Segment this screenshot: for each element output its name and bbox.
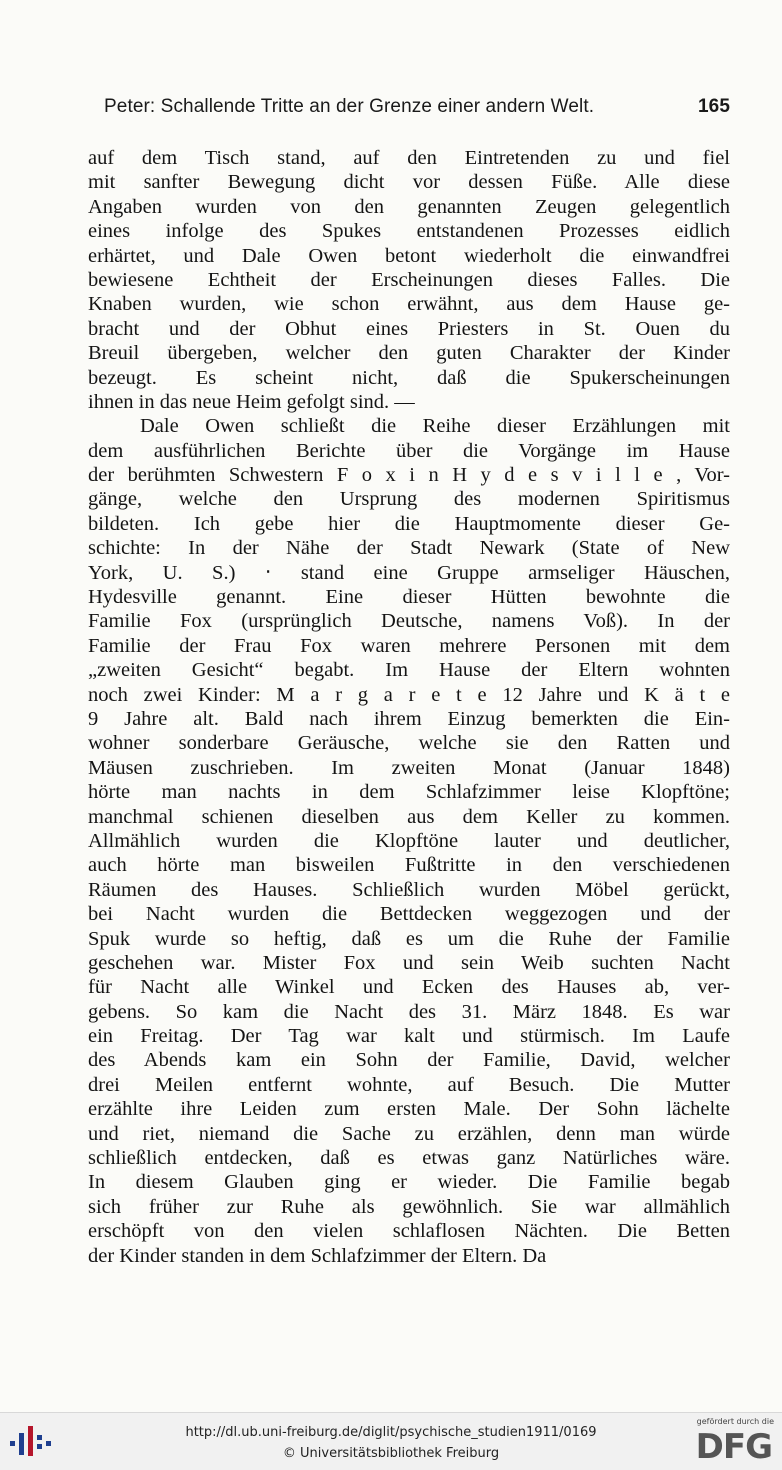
- text-line: erschöpft von den vielen schlaflosen Nächten. Die Betten: [88, 1220, 730, 1243]
- text-line: hörte man nachts in dem Schlafzimmer leise Klopftöne;: [88, 781, 730, 804]
- text-line: Knaben wurden, wie schon erwähnt, aus dem Hause ge-: [88, 293, 730, 316]
- running-head: [104, 96, 730, 118]
- text-line: mit sanfter Bewegung dicht vor dessen Füße. Alle diese: [88, 171, 730, 194]
- text-line: wohner sonderbare Geräusche, welche sie den Ratten und: [88, 732, 730, 755]
- text-line: sich früher zur Ruhe als gewöhnlich. Sie war allmählich: [88, 1195, 730, 1218]
- text-line: für Nacht alle Winkel und Ecken des Hauses ab, ver-: [88, 976, 730, 999]
- dfg-logo-icon: DFG: [695, 1427, 772, 1467]
- body-text: [88, 146, 730, 1268]
- text-line: und riet, niemand die Sache zu erzählen, denn man würde: [88, 1122, 730, 1145]
- text-line: Allmählich wurden die Klopftöne lauter und deutlicher,: [88, 829, 730, 852]
- text-line: noch zwei Kinder: M a r g a r e t e 12 Jahre und K ä t e: [88, 683, 730, 706]
- text-line: bracht und der Obhut eines Priesters in St. Ouen du: [88, 317, 730, 340]
- text-line: Angaben wurden von den genannten Zeugen gelegentlich: [88, 195, 730, 218]
- text-line: York, U. S.) ‧ stand eine Gruppe armseliger Häuschen,: [88, 561, 730, 584]
- text-line: Mäusen zuschrieben. Im zweiten Monat (Januar 1848): [88, 756, 730, 779]
- text-line: In diesem Glauben ging er wieder. Die Familie begab: [88, 1171, 730, 1194]
- text-line: bei Nacht wurden die Bettdecken weggezogen und der: [88, 903, 730, 926]
- text-line: bezeugt. Es scheint nicht, daß die Spukerscheinungen: [88, 366, 730, 389]
- text-line: drei Meilen entfernt wohnte, auf Besuch. Die Mutter: [88, 1073, 730, 1096]
- text-line: schichte: In der Nähe der Stadt Newark (State of New: [88, 537, 730, 560]
- text-line: schließlich entdecken, daß es etwas ganz Natürliches wäre.: [88, 1147, 730, 1170]
- text-line: Hydesville genannt. Eine dieser Hütten bewohnte die: [88, 586, 730, 609]
- text-line: ein Freitag. Der Tag war kalt und stürmisch. Im Laufe: [88, 1025, 730, 1048]
- text-line: bildeten. Ich gebe hier die Hauptmomente dieser Ge-: [88, 512, 730, 535]
- text-line: gebens. So kam die Nacht des 31. März 1848. Es war: [88, 1000, 730, 1023]
- text-line: Familie Fox (ursprünglich Deutsche, namens Voß). In der: [88, 610, 730, 633]
- text-line: gänge, welche den Ursprung des modernen Spiritismus: [88, 488, 730, 511]
- text-line: auf dem Tisch stand, auf den Eintretenden zu und fiel: [88, 147, 730, 169]
- text-line: „zweiten Gesicht“ begabt. Im Hause der Eltern wohnten: [88, 659, 730, 682]
- text-line: bewiesene Echtheit der Erscheinungen dieses Falles. Die: [88, 268, 730, 291]
- text-line: Dale Owen schließt die Reihe dieser Erzählungen mit: [140, 415, 730, 438]
- text-line: 9 Jahre alt. Bald nach ihrem Einzug bemerkten die Ein-: [88, 707, 730, 730]
- text-line: Räumen des Hauses. Schließlich wurden Möbel gerückt,: [88, 878, 730, 901]
- page-number: 165: [697, 96, 730, 117]
- text-line: des Abends kam ein Sohn der Familie, David, welcher: [88, 1049, 730, 1072]
- text-line: manchmal schienen dieselben aus dem Keller zu kommen.: [88, 805, 730, 828]
- text-line: auch hörte man bisweilen Fußtritte in den verschiedenen: [88, 854, 730, 877]
- text-line: Familie der Frau Fox waren mehrere Personen mit dem: [88, 634, 730, 657]
- text-line: dem ausführlichen Berichte über die Vorgänge im Hause: [88, 439, 730, 462]
- text-line: erzählte ihre Leiden zum ersten Male. Der Sohn lächelte: [88, 1098, 730, 1121]
- text-line: der berühmten Schwestern F o x i n H y d e s v i l l e , Vor-: [88, 464, 730, 487]
- text-line: geschehen war. Mister Fox und sein Weib suchten Nacht: [88, 951, 730, 974]
- text-line: eines infolge des Spukes entstandenen Prozesses eidlich: [88, 220, 730, 243]
- text-line: ihnen in das neue Heim gefolgt sind. —: [88, 390, 415, 413]
- text-line: erhärtet, und Dale Owen betont wiederholt die einwandfrei: [88, 244, 730, 267]
- footer-copyright: © Universitätsbibliothek Freiburg: [282, 1446, 500, 1461]
- viewer-footer: [0, 1412, 782, 1470]
- running-head-title: Peter: Schallende Tritte an der Grenze einer andern Welt.: [104, 96, 595, 117]
- footer-url-link[interactable]: http://dl.ub.uni-freiburg.de/diglit/psychische_studien1911/0169: [185, 1425, 597, 1440]
- dfg-caption: gefördert durch die: [696, 1417, 774, 1426]
- text-line: der Kinder standen in dem Schlafzimmer der Eltern. Da: [88, 1244, 547, 1267]
- text-line: Breuil übergeben, welcher den guten Charakter der Kinder: [88, 342, 730, 365]
- text-line: Spuk wurde so heftig, daß es um die Ruhe der Familie: [88, 927, 730, 950]
